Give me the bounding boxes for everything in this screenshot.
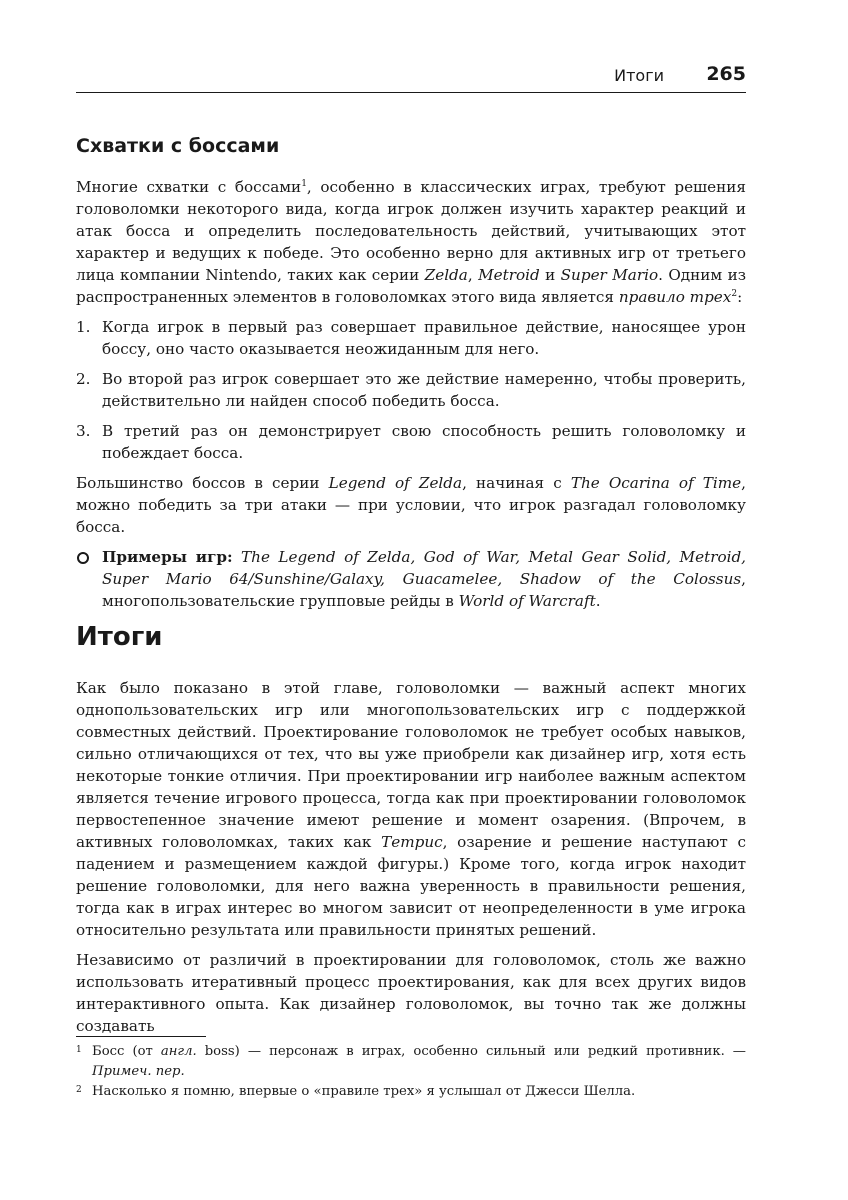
- examples-games: The Legend of Zelda, God of War, Metal Gear Solid, Metroid, Super Mario 64/Sunshine/Galaxy, Guacamelee, Shadow of the Colossus: [102, 548, 747, 588]
- footnote-mark: 2: [76, 1085, 82, 1095]
- footnote-ref-2[interactable]: 2: [731, 288, 738, 299]
- footnote-text: Насколько я помню, впервые о «правиле трех» я услышал от Джесси Шелла.: [92, 1084, 636, 1099]
- boss-fights-heading: Схватки с боссами: [76, 135, 280, 157]
- summary-heading: Итоги: [76, 622, 163, 652]
- title-world-of-warcraft: World of Warcraft: [458, 592, 596, 610]
- footnote-1: [76, 1042, 746, 1082]
- list-item-number: 2.: [76, 370, 91, 388]
- summary-paragraph-2: Независимо от различий в проектировании для головоломок, столь же важно использовать итеративный процесс проектирования, как для всех других видов интерактивного опыта. Как дизайнер головоломок, вы точно так же должны создавать: [76, 951, 746, 1035]
- summary-paragraph-1: Как было показано в этой главе, головоломки — важный аспект многих однопользовательских игр или многопользовательских игр с поддержкой совместных действий. Проектирование головоломок не требует особых навыков, сильно отличающихся от тех, что вы уже приобрели как дизайнер игр, хотя есть некоторые тонкие отличия. При проектировании игр наиболее важным аспектом является течение игрового процесса, тогда как при проектировании головоломок первостепенное значение имеют решение и момент озарения. (Впрочем, в активных головоломках, таких как Тетрис, озарение и решение наступают с падением и размещением каждой фигуры.) Кроме того, когда игрок находит решение головоломки, для него важна уверенность в правильности решения, тогда как в играх интерес во многом зависит от неопределенности в уме игрока относительно результата или правильности принятых решений.: [76, 679, 746, 939]
- title-metroid: Metroid: [478, 266, 540, 284]
- game-examples: Примеры игр: The Legend of Zelda, God of War, Metal Gear Solid, Metroid, Super Mario 64/Sunshine/Galaxy, Guacamelee, Shadow of the Colossus, многопользовательские групповые рейды в World of Warcraft.: [76, 546, 746, 612]
- page-number: 265: [706, 63, 746, 85]
- book-page: [76, 0, 746, 1200]
- bullet-circle-icon: [77, 552, 89, 564]
- summary-body: [76, 677, 746, 1037]
- title-tetris: Тетрис: [381, 833, 443, 851]
- footnote-2: [76, 1082, 746, 1102]
- running-head-title: Итоги: [614, 66, 664, 85]
- title-zelda: Zelda: [424, 266, 468, 284]
- examples-label: Примеры игр:: [102, 548, 233, 566]
- list-item-number: 3.: [76, 422, 91, 440]
- list-item: [76, 368, 746, 412]
- boss-section-body: [76, 176, 746, 612]
- title-super-mario: Super Mario: [560, 266, 659, 284]
- list-item: [76, 420, 746, 464]
- list-item: [76, 316, 746, 360]
- list-item-text: Во второй раз игрок совершает это же действие намеренно, чтобы проверить, действительно ли найден способ победить босса.: [102, 370, 746, 410]
- running-head: [76, 62, 746, 93]
- list-item-text: Когда игрок в первый раз совершает правильное действие, наносящее урон боссу, оно часто оказывается неожиданным для него.: [102, 318, 746, 358]
- title-ocarina-of-time: The Ocarina of Time: [570, 474, 742, 492]
- title-legend-of-zelda: Legend of Zelda: [328, 474, 463, 492]
- rule-of-three-term: правило трех: [618, 288, 732, 306]
- rule-of-three-list: [76, 316, 746, 464]
- footnote-divider: [76, 1036, 206, 1037]
- footnote-text: Босс (от англ. boss) — персонаж в играх, особенно сильный или редкий противник. — Примеч. пер.: [92, 1044, 746, 1079]
- boss-intro-paragraph: Многие схватки с боссами$^1$, особенно в классических играх, требуют решения головоломки некоторого вида, когда игрок должен изучить характер реакций и атак босса и определить последовательность действий, учитывающих этот характер и ведущих к победе. Это особенно верно для активных игр от третьего лица компании Nintendo, таких как серии Zelda, Metroid и Super Mario. Одним из распространенных элементов в головоломках этого вида является правило трех$^2$:: [76, 178, 746, 306]
- footnote-ref-1[interactable]: 1: [301, 178, 307, 189]
- list-item-number: 1.: [76, 318, 91, 336]
- list-item-text: В третий раз он демонстрирует свою способность решить головоломку и побеждает босса.: [102, 422, 746, 462]
- footnote-mark: 1: [76, 1045, 82, 1055]
- zelda-bosses-paragraph: Большинство боссов в серии Legend of Zelda, начиная с The Ocarina of Time, можно победить за три атаки — при условии, что игрок разгадал головоломку босса.: [76, 474, 746, 536]
